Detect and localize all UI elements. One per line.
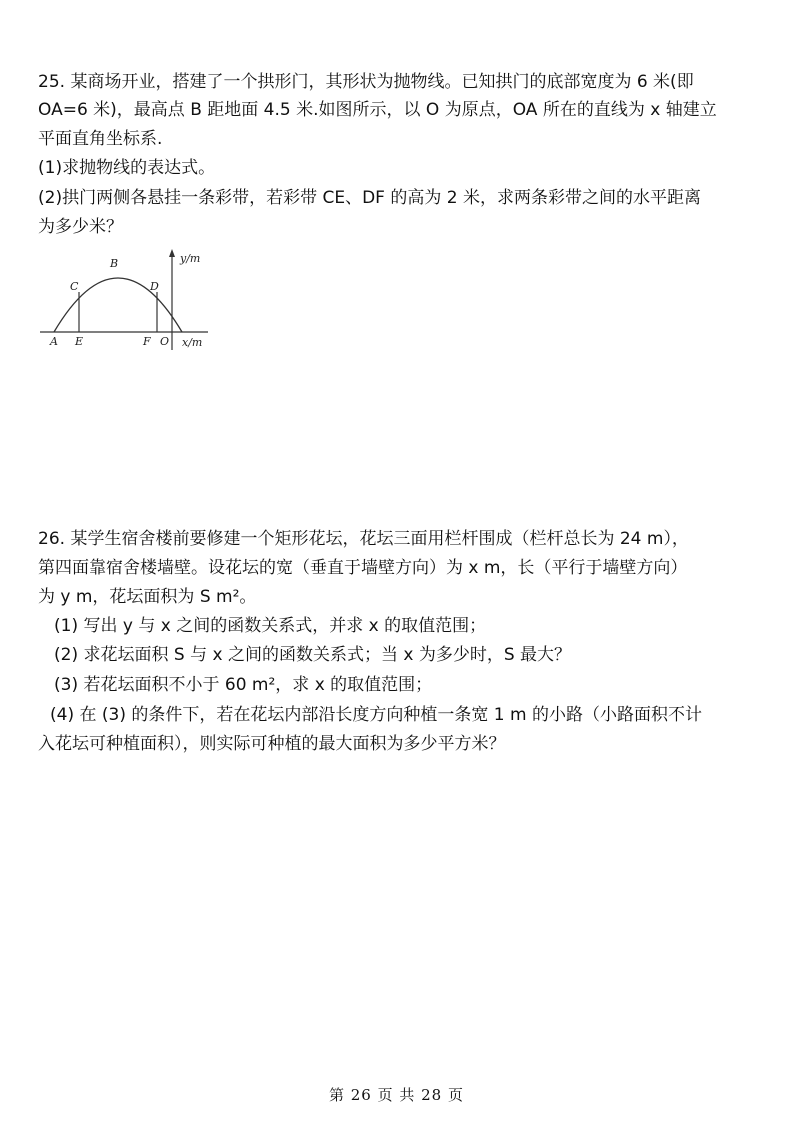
- x-axis-label: x/m: [182, 336, 203, 349]
- q26-part-1: (1) 写出 y 与 x 之间的函数关系式，并求 x 的取值范围；: [54, 616, 487, 636]
- q25-line-2: OA=6 米)，最高点 B 距地面 4.5 米.如图所示，以 O 为原点，OA 所在的直线为 x 轴建立: [38, 100, 717, 120]
- q25-line-1: 25. 某商场开业，搭建了一个拱形门，其形状为抛物线。已知拱门的底部宽度为 6 米(即: [38, 72, 694, 92]
- q25-line-6: 为多少米？: [38, 217, 123, 237]
- label-c: C: [70, 280, 79, 293]
- label-o: O: [160, 335, 170, 348]
- q26-part-3: (3) 若花坛面积不小于 60 m²，求 x 的取值范围；: [54, 675, 433, 695]
- q25-part-2: (2)拱门两侧各悬挂一条彩带，若彩带 CE、DF 的高为 2 米，求两条彩带之间的水平距离: [38, 188, 701, 208]
- q25-line-3: 平面直角坐标系.: [38, 129, 163, 149]
- y-axis-label: y/m: [180, 252, 201, 265]
- q26-line-3: 为 y m，花坛面积为 S m²。: [38, 587, 257, 607]
- q26-line-8: 入花坛可种植面积），则实际可种植的最大面积为多少平方米？: [38, 734, 506, 754]
- parabola-arch-figure: [36, 246, 226, 358]
- q26-line-2: 第四面靠宿舍楼墙壁。设花坛的宽（垂直于墙壁方向）为 x m，长（平行于墙壁方向）: [38, 558, 688, 578]
- label-b: B: [110, 257, 119, 270]
- label-f: F: [143, 335, 151, 348]
- q26-part-4: (4) 在 (3) 的条件下，若在花坛内部沿长度方向种植一条宽 1 m 的小路（小路面积不计: [50, 705, 702, 725]
- page-footer: 第 26 页 共 28 页: [328, 1086, 464, 1104]
- q26-line-1: 26. 某学生宿舍楼前要修建一个矩形花坛，花坛三面用栏杆围成（栏杆总长为 24 m），: [38, 529, 689, 549]
- y-axis-arrow: [169, 249, 175, 257]
- q25-part-1: (1)求抛物线的表达式。: [38, 158, 216, 178]
- q26-part-2: (2) 求花坛面积 S 与 x 之间的函数关系式；当 x 为多少时，S 最大？: [54, 645, 572, 665]
- label-a: A: [50, 335, 58, 348]
- label-e: E: [75, 335, 84, 348]
- label-d: D: [150, 280, 159, 293]
